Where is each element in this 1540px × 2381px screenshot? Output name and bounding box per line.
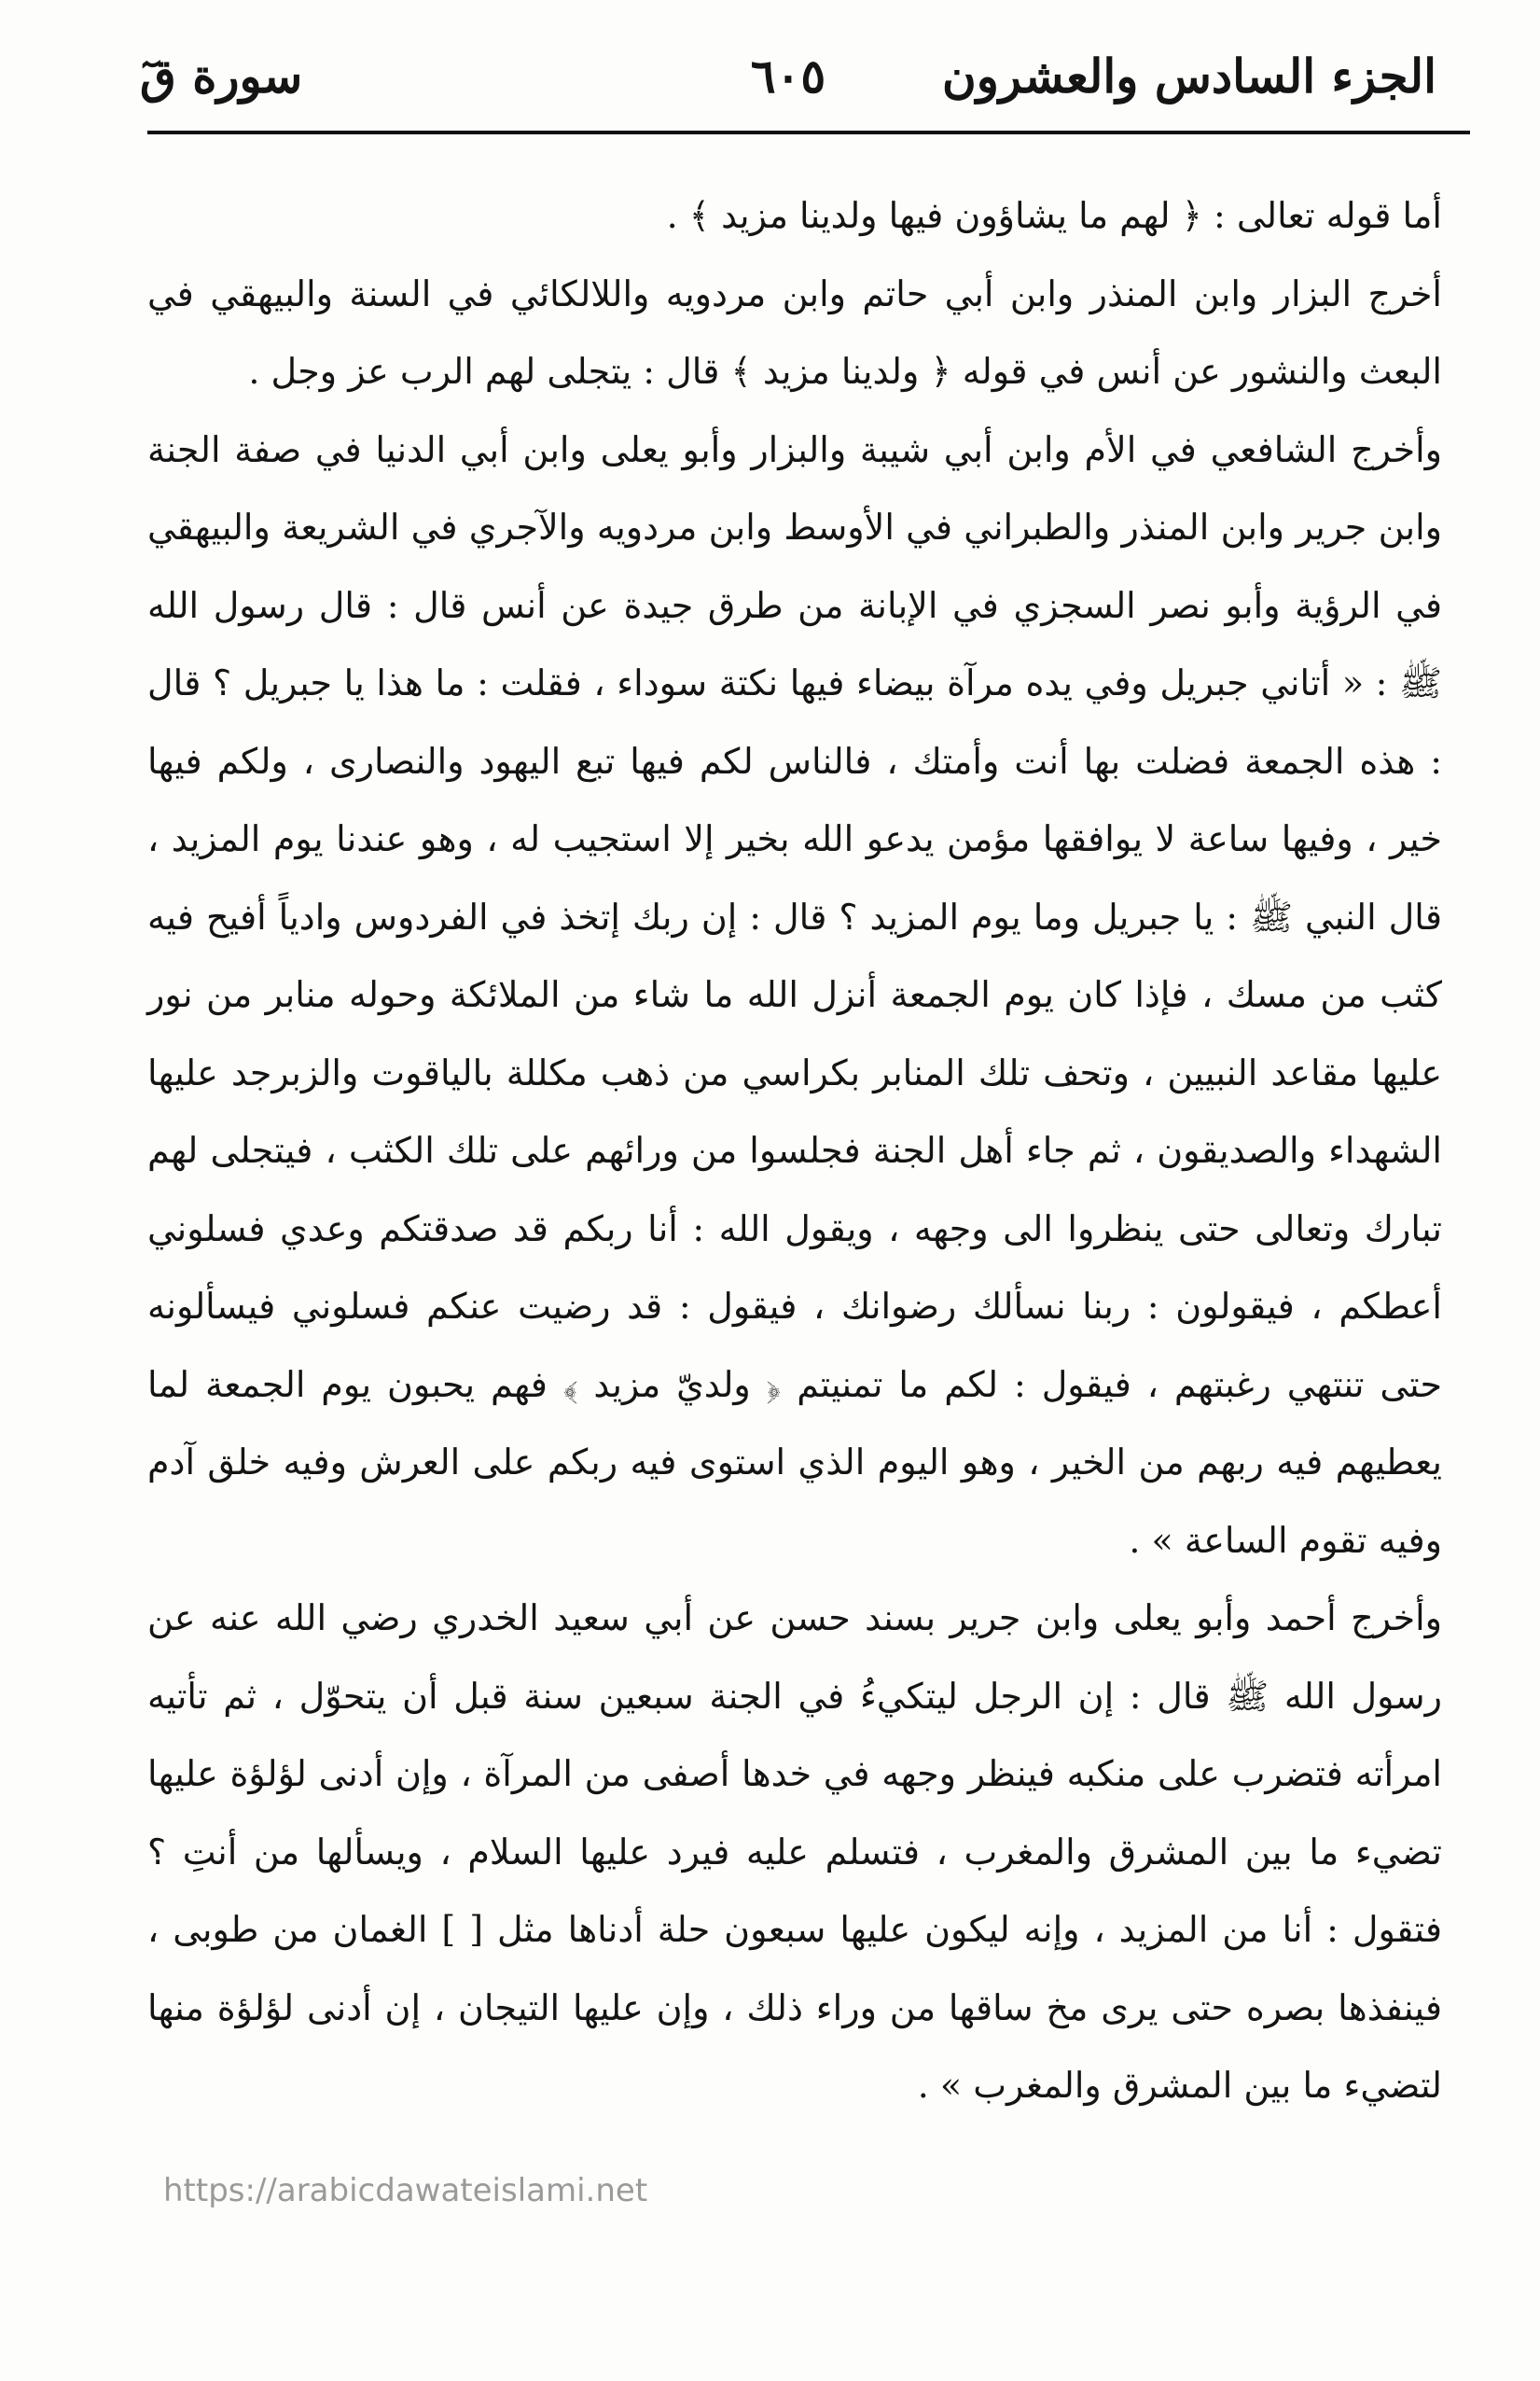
paragraph-4: وأخرج أحمد وأبو يعلى وابن جرير بسند حسن عن أبي سعيد الخدري رضي الله عنه عن رسول الله ﷺ قال : إن الرجل ليتكيءُ في الجنة سبعين سنة قبل أن يتحوّل ، ثم تأتيه امرأته فتضرب على منكبه فينظر وجهه في خدها أصفى من المرآة ، وإن أدنى لؤلؤة عليها تضيء ما بين المشرق والمغرب ، فتسلم عليه فيرد عليها السلام ، ويسألها من أنتِ ؟ فتقول : أنا من المزيد ، وإنه ليكون عليها سبعون حلة أدناها مثل [ ] الغمان من طوبى ، فينفذها بصره حتى يرى مخ ساقها من وراء ذلك ، وإن عليها التيجان ، إن أدنى لؤلؤة منها لتضيء ما بين المشرق والمغرب » . [147,1597,1442,2106]
part-title: الجزء السادس والعشرون [941,49,1436,104]
paragraph-2: أخرج البزار وابن المنذر وابن أبي حاتم وابن مردويه واللالكائي في السنة والبيهقي في البعث والنشور عن أنس في قوله ﴿ ولدينا مزيد ﴾ قال : يتجلى لهم الرب عز وجل . [147,272,1442,392]
watermark-url: https://arabicdawateislami.net [163,2172,648,2209]
page-number: ٦٠٥ [750,49,826,104]
main-text [147,177,1442,2125]
surah-title: سورة قٓ [140,49,303,104]
page-header [140,28,1436,131]
header-rule [147,131,1470,134]
paragraph-3: وأخرج الشافعي في الأم وابن أبي شيبة والبزار وأبو يعلى وابن أبي الدنيا في صفة الجنة وابن جرير وابن المنذر والطبراني في الأوسط وابن مردويه والآجري في الشريعة والبيهقي في الرؤية وأبو نصر السجزي في الإبانة من طرق جيدة عن أنس قال : قال رسول الله ﷺ : « أتاني جبريل وفي يده مرآة بيضاء فيها نكتة سوداء ، فقلت : ما هذا يا جبريل ؟ قال : هذه الجمعة فضلت بها أنت وأمتك ، فالناس لكم فيها تبع اليهود والنصارى ، ولكم فيها خير ، وفيها ساعة لا يوافقها مؤمن يدعو الله بخير إلا استجيب له ، وهو عندنا يوم المزيد ، قال النبي ﷺ : يا جبريل وما يوم المزيد ؟ قال : إن ربك إتخذ في الفردوس وادياً أفيح فيه كثب من مسك ، فإذا كان يوم الجمعة أنزل الله ما شاء من الملائكة وحوله منابر من نور عليها مقاعد النبيين ، وتحف تلك المنابر بكراسي من ذهب مكللة بالياقوت والزبرجد عليها الشهداء والصديقون ، ثم جاء أهل الجنة فجلسوا من ورائهم على تلك الكثب ، فيتجلى لهم تبارك وتعالى حتى ينظروا الى وجهه ، ويقول الله : أنا ربكم قد صدقتكم وعدي فسلوني أعطكم ، فيقولون : ربنا نسألك رضوانك ، فيقول : قد رضيت عنكم فسلوني فيسألونه حتى تنتهي رغبتهم ، فيقول : لكم ما تمنيتم ﴿ ولديّ مزيد ﴾ فهم يحبون يوم الجمعة لما يعطيهم فيه ربهم من الخير ، وهو اليوم الذي استوى فيه ربكم على العرش وفيه خلق آدم وفيه تقوم الساعة » . [147,428,1442,1561]
paragraph-1: أما قوله تعالى : ﴿ لهم ما يشاؤون فيها ولدينا مزيد ﴾ . [666,195,1442,236]
